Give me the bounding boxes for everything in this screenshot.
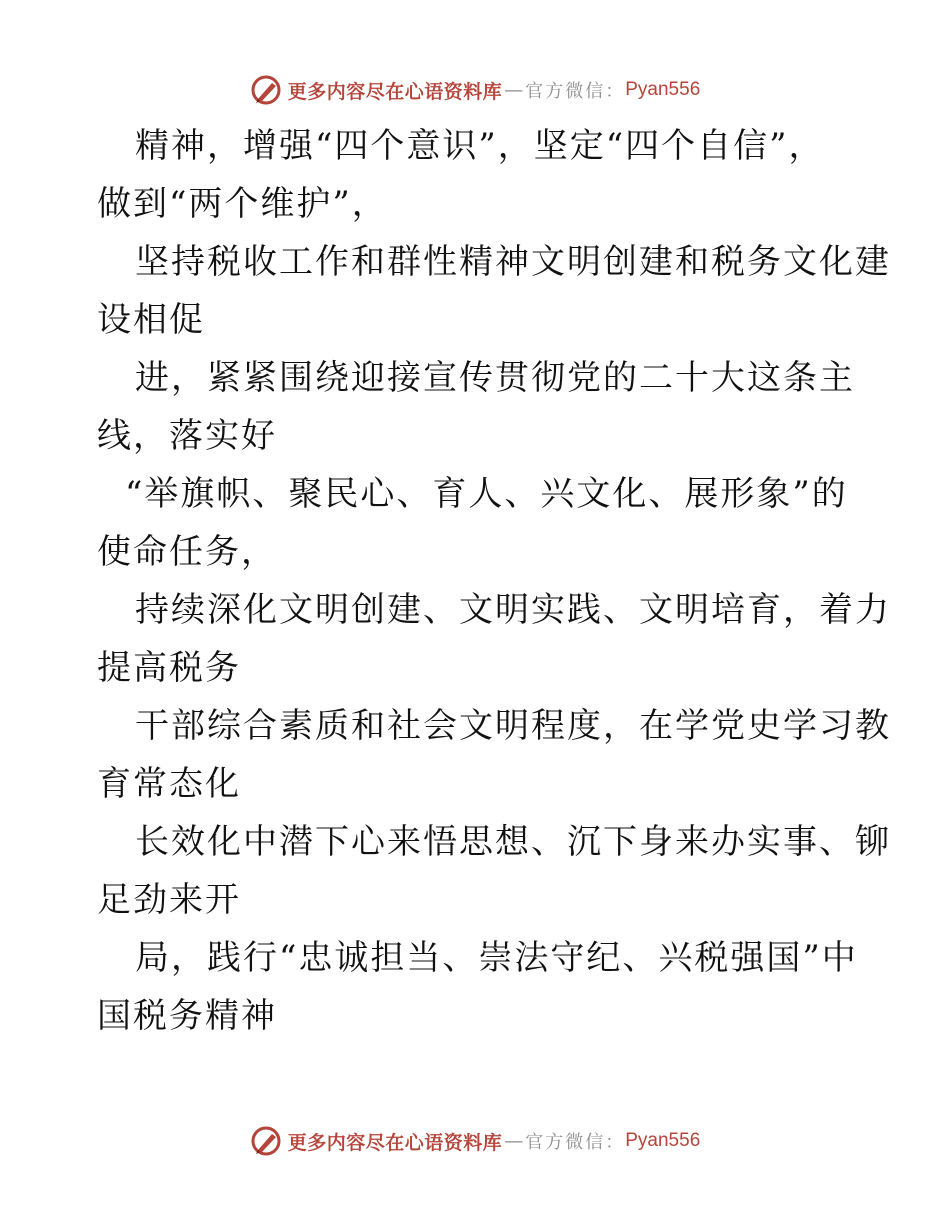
body-line: 线，落实好: [97, 416, 277, 456]
pen-logo-icon: [250, 74, 282, 106]
brand-text: 更多内容尽在心语资料库: [287, 1131, 503, 1154]
document-body: [97, 117, 891, 1045]
body-line: 提高税务: [97, 648, 241, 688]
body-line: “举旗帜、聚民心、育人、兴文化、展形象”的: [125, 474, 848, 514]
wechat-label: 官方微信：: [525, 1132, 626, 1153]
body-line: 长效化中潜下心来悟思想、沉下身来办实事、铆: [135, 822, 891, 862]
body-line: 足劲来开: [97, 880, 241, 920]
body-line: 做到“两个维护”，: [97, 184, 388, 224]
brand-text: 更多内容尽在心语资料库: [287, 80, 503, 103]
body-line: 精神，增强“四个意识”，坚定“四个自信”，: [135, 126, 825, 166]
wechat-id: Pyan556: [625, 79, 701, 100]
body-line: 使命任务，: [97, 532, 277, 572]
body-line: 持续深化文明创建、文明实践、文明培育，着力: [135, 590, 891, 630]
banner-dash: —: [504, 79, 524, 101]
body-line: 育常态化: [97, 764, 241, 804]
footer-watermark-banner: [0, 1121, 950, 1161]
body-line: 国税务精神: [97, 996, 277, 1036]
body-line: 设相促: [97, 300, 205, 340]
body-line: 进，紧紧围绕迎接宣传贯彻党的二十大这条主: [135, 358, 855, 398]
header-watermark-banner: [0, 70, 950, 110]
wechat-label: 官方微信：: [525, 81, 626, 102]
pen-logo-icon: [250, 1125, 282, 1157]
banner-dash: —: [504, 1130, 524, 1152]
body-line: 局，践行“忠诚担当、崇法守纪、兴税强国”中: [135, 938, 858, 978]
wechat-id: Pyan556: [625, 1130, 701, 1151]
body-line: 坚持税收工作和群性精神文明创建和税务文化建: [135, 242, 891, 282]
body-line: 干部综合素质和社会文明程度，在学党史学习教: [135, 706, 891, 746]
